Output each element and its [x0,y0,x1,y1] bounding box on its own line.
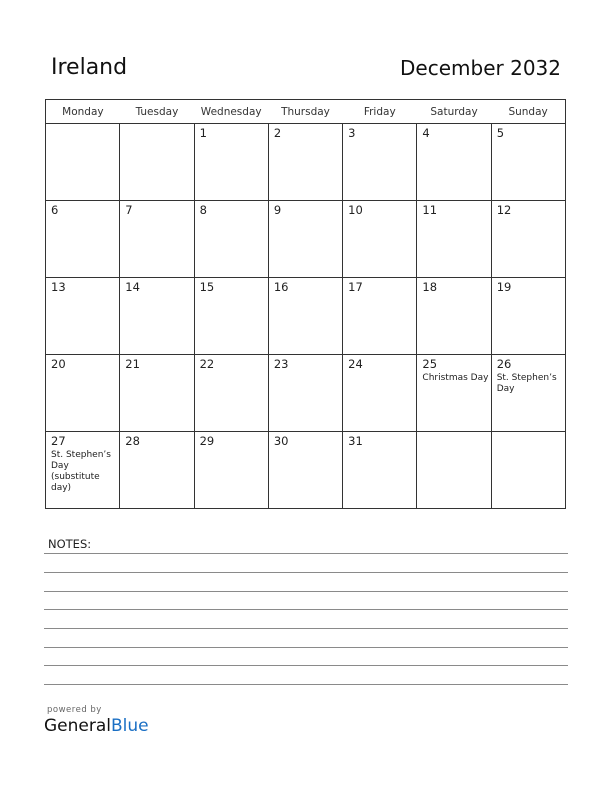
holiday-label [492,294,565,296]
note-line [44,591,568,592]
day-cell [120,201,194,278]
day-cell [194,201,268,278]
weekday-saturday: Saturday [417,100,491,124]
day-number: 22 [199,357,215,371]
day-cell [417,124,491,201]
holiday-label [417,294,490,296]
day-cell [46,278,120,355]
day-cell [268,201,342,278]
weekday-wednesday: Wednesday [194,100,268,124]
day-cell [491,355,565,432]
holiday-label [46,217,119,219]
day-cell [46,355,120,432]
note-line [44,684,568,685]
holiday-label [269,371,342,373]
day-number: 19 [496,280,512,294]
country-title: Ireland [51,55,128,80]
day-number: 9 [273,203,282,217]
holiday-label [492,217,565,219]
note-line [44,553,568,554]
note-line [44,572,568,573]
holiday-label [120,127,193,129]
notes-label: NOTES: [48,537,92,551]
day-cell [491,201,565,278]
day-cell [268,278,342,355]
day-cell [194,124,268,201]
note-line [44,628,568,629]
day-number: 13 [51,280,66,294]
day-number: 24 [348,357,363,371]
month-year-title: December 2032 [400,56,561,80]
day-cell [343,124,417,201]
day-number: 14 [125,280,140,294]
weekday-tuesday: Tuesday [120,100,194,124]
holiday-label [343,448,416,450]
holiday-label [120,371,193,373]
holiday-label [120,294,193,296]
day-cell [268,124,342,201]
day-number: 12 [496,203,512,217]
note-line [44,647,568,648]
week-row [46,201,566,278]
day-number: 16 [273,280,289,294]
holiday-label [46,371,119,373]
note-line [44,609,568,610]
day-number: 17 [348,280,363,294]
day-number: 11 [422,203,438,217]
day-number: 5 [496,126,505,140]
holiday-label [195,140,268,142]
day-number: 15 [199,280,215,294]
holiday-label [120,448,193,450]
day-cell [343,201,417,278]
day-cell [46,432,120,509]
week-row [46,124,566,201]
day-number: 7 [125,203,133,217]
holiday-label [343,371,416,373]
day-cell [491,124,565,201]
day-cell [120,355,194,432]
day-cell [491,432,565,509]
holiday-label [492,435,565,437]
day-cell [120,432,194,509]
holiday-label [417,140,490,142]
weekday-sunday: Sunday [491,100,565,124]
day-cell [343,278,417,355]
day-cell [46,124,120,201]
day-number: 28 [125,434,140,448]
holiday-label [343,217,416,219]
week-row [46,432,566,509]
holiday-label [195,217,268,219]
day-cell [491,278,565,355]
day-cell [417,432,491,509]
holiday-label [343,140,416,142]
brand-blue: Blue [111,716,149,736]
day-cell [120,278,194,355]
holiday-label [46,127,119,129]
day-number: 26 [496,357,512,371]
day-number: 2 [273,126,282,140]
day-cell [417,278,491,355]
holiday-label [492,140,565,142]
day-number: 10 [348,203,363,217]
day-number: 20 [51,357,66,371]
day-number: 27 [51,434,66,448]
day-number: 21 [125,357,140,371]
holiday-label: Christmas Day [422,373,489,383]
day-number: 6 [51,203,59,217]
day-number: 3 [348,126,356,140]
holiday-label [269,448,342,450]
weekday-monday: Monday [46,100,120,124]
day-number: 29 [199,434,215,448]
day-number: 31 [348,434,363,448]
weekday-header-row [46,100,566,124]
powered-by-text: powered by [47,705,102,715]
day-cell [194,278,268,355]
week-row [46,278,566,355]
holiday-label: St. Stephen’s Day (substitute day) [51,450,111,493]
calendar-grid [45,99,566,509]
holiday-label: St. Stephen’s Day [496,373,557,394]
holiday-label [120,217,193,219]
brand-general: General [44,716,111,736]
generalblue-logo[interactable] [44,716,149,736]
day-cell [268,432,342,509]
holiday-label [269,217,342,219]
day-cell [417,201,491,278]
day-cell [194,432,268,509]
holiday-label [269,140,342,142]
holiday-label [195,294,268,296]
day-cell [343,432,417,509]
holiday-label [46,294,119,296]
day-number: 30 [273,434,289,448]
day-cell [268,355,342,432]
holiday-label [417,217,490,219]
day-number: 23 [273,357,289,371]
holiday-label [417,435,490,437]
day-number: 18 [422,280,438,294]
note-line [44,665,568,666]
weekday-friday: Friday [343,100,417,124]
day-number: 25 [422,357,438,371]
day-cell [194,355,268,432]
day-cell [120,124,194,201]
weekday-thursday: Thursday [268,100,342,124]
holiday-label [269,294,342,296]
holiday-label [195,448,268,450]
day-cell [46,201,120,278]
day-number: 4 [422,126,430,140]
week-row [46,355,566,432]
day-number: 1 [199,126,207,140]
holiday-label [195,371,268,373]
day-number: 8 [199,203,207,217]
day-cell [343,355,417,432]
holiday-label [343,294,416,296]
day-cell [417,355,491,432]
